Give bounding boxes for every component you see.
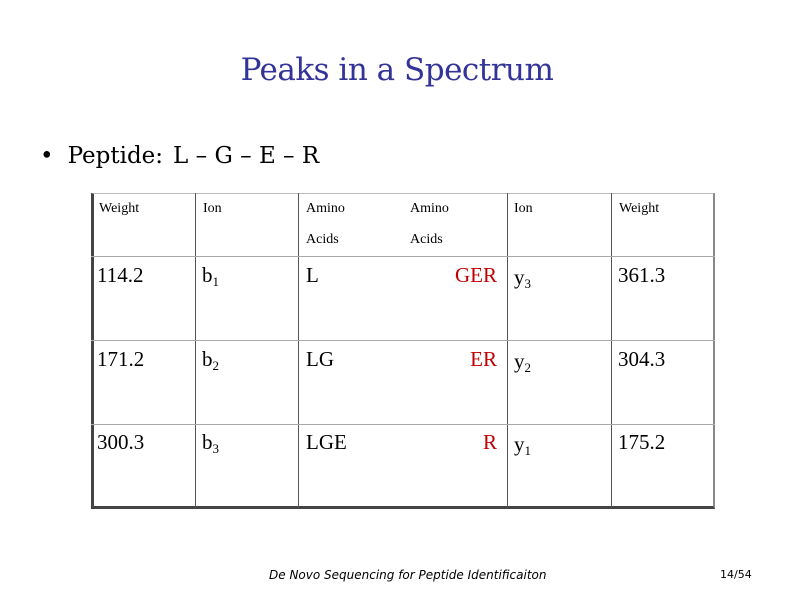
b-ion-amino-acids: LG xyxy=(306,347,334,371)
header-amino-right: Amino xyxy=(410,201,449,216)
column-divider xyxy=(507,193,508,509)
b-ion-weight: 300.3 xyxy=(97,430,145,454)
y-ion-amino-acids: R xyxy=(482,430,497,454)
b-ion-amino-acids: LGE xyxy=(306,430,347,454)
y-ion-label: $y_3$ xyxy=(514,265,531,291)
b-ion-label: $b_2$ xyxy=(202,347,219,373)
row-divider xyxy=(91,340,715,341)
row-divider xyxy=(91,256,715,257)
y-ion-weight: 304.3 xyxy=(618,347,666,371)
slide-footer: De Novo Sequencing for Peptide Identificaiton xyxy=(269,568,547,582)
b-ion-amino-acids: L xyxy=(306,263,319,287)
header-acids-left: Acids xyxy=(306,232,339,247)
y-ion-label: $y_1$ xyxy=(514,432,531,458)
slide-title: Peaks in a Spectrum xyxy=(240,52,554,88)
peptide-sequence: L – G – E – R xyxy=(173,143,320,169)
header-amino-left: Amino xyxy=(306,201,345,216)
header-ion-right: Ion xyxy=(514,201,533,216)
header-ion-left: Ion xyxy=(203,201,222,216)
header-weight-left: Weight xyxy=(99,201,140,216)
column-divider xyxy=(611,193,612,509)
b-ion-label: $b_1$ xyxy=(202,263,219,289)
y-ion-label: $y_2$ xyxy=(514,349,531,375)
bullet-marker: • xyxy=(40,143,54,169)
peptide-label: Peptide: xyxy=(67,143,164,169)
row-divider xyxy=(91,424,715,425)
y-ion-weight: 175.2 xyxy=(618,430,666,454)
peptide-bullet xyxy=(40,143,319,169)
page-number: 14/54 xyxy=(720,568,752,581)
b-ion-label: $b_3$ xyxy=(202,430,219,456)
header-acids-right: Acids xyxy=(410,232,443,247)
column-divider xyxy=(298,193,299,509)
y-ion-amino-acids: GER xyxy=(455,263,497,287)
b-ion-weight: 171.2 xyxy=(97,347,145,371)
column-divider xyxy=(195,193,196,509)
y-ion-amino-acids: ER xyxy=(470,347,497,371)
header-weight-right: Weight xyxy=(619,201,660,216)
y-ion-weight: 361.3 xyxy=(618,263,666,287)
b-ion-weight: 114.2 xyxy=(97,263,144,287)
